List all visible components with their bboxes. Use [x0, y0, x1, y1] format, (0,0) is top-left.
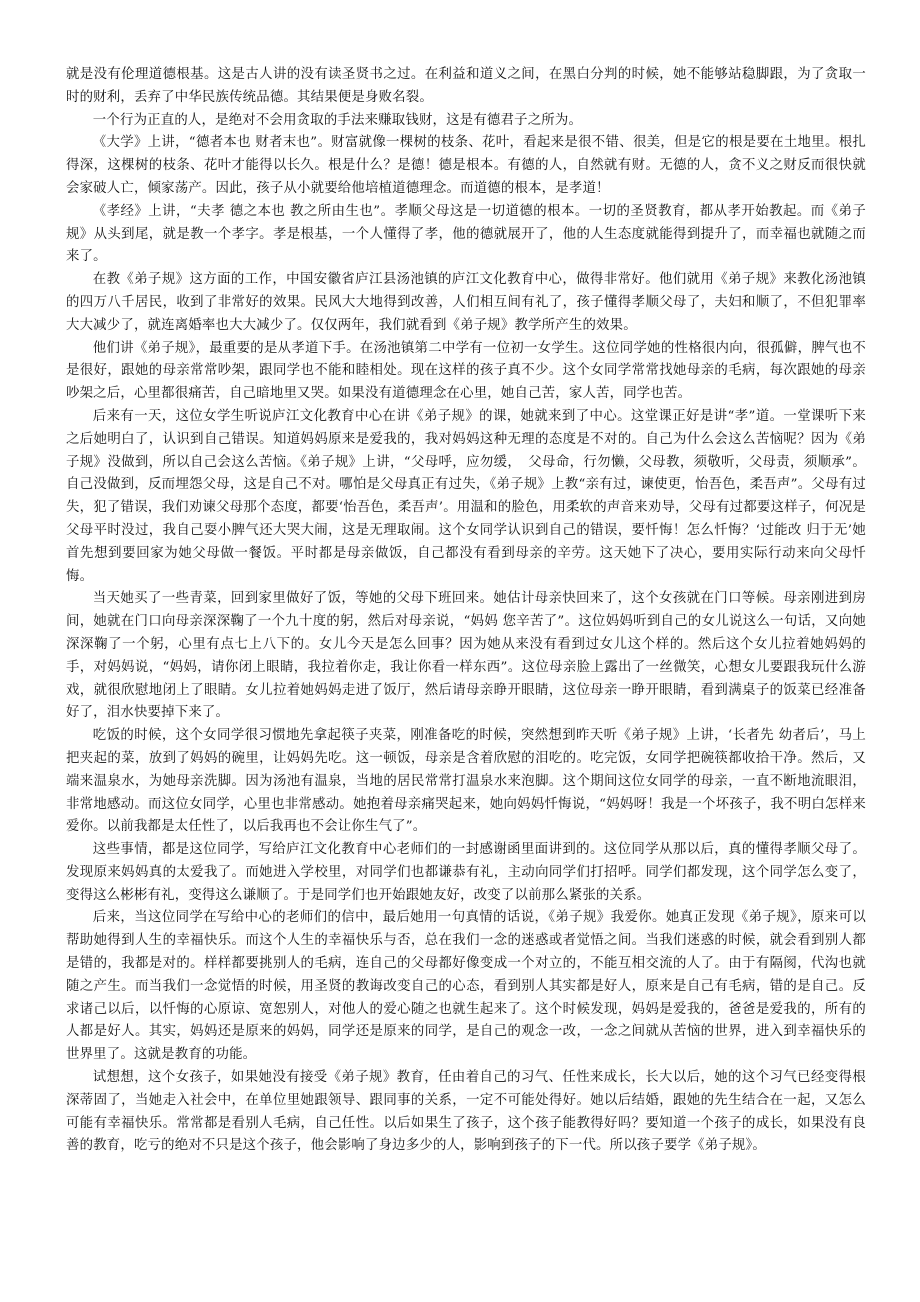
paragraph-8: 当天她买了一些青菜，回到家里做好了饭，等她的父母下班回来。她估计母亲快回来了，这个女孩就在门口等候。母亲刚进到房间，她就在门口向母亲深深鞠了一个九十度的躬，然后对母亲说，“妈妈 您辛苦了”。这位妈妈听到自己的女儿说这么一句话，又向她深深鞠了一个躬，心里有点七上八下的。女儿今天是怎么回事？因为她从来没有看到过女儿这个样的。然后这个女儿拉着她妈妈的手，对妈妈说，“妈妈，请你闭上眼睛，我拉着你走，我让你看一样东西”。这位母亲脸上露出了一丝微笑，心想女儿要跟我玩什么游戏，就很欣慰地闭上了眼睛。女儿拉着她妈妈走进了饭厅，然后请母亲睁开眼睛，这位母亲一睁开眼睛，看到满桌子的饭菜已经准备好了，泪水快要掉下来了。: [66, 591, 866, 721]
paragraph-3: 《大学》上讲，“德者本也 财者末也”。财富就像一棵树的枝条、花叶，看起来是很不错、很美，但是它的根是要在土地里。根扎得深，这棵树的枝条、花叶才能得以长久。根是什么？是德！德是根本。有德的人，自然就有财。无德的人，贪不义之财反而很快就会家破人亡，倾家荡产。因此，孩子从小就要给他培植道德理念。而道德的根本，是孝道！: [66, 135, 866, 196]
paragraph-11: 后来，当这位同学在写给中心的老师们的信中，最后她用一句真情的话说，《弟子规》我爱你。她真正发现《弟子规》，原来可以帮助她得到人生的幸福快乐。而这个人生的幸福快乐与否，总在我们一念的迷惑或者觉悟之间。当我们迷惑的时候，就会看到别人都是错的，我都是对的。样样都要挑别人的毛病，连自己的父母都好像变成一个对立的，不能互相交流的人了。由于有隔阂，代沟也就随之产生。而当我们一念觉悟的时候，用圣贤的教诲改变自己的心态，看到别人其实都是好人，原来是自己有毛病，错的是自己。反求诸己以后，以忏悔的心原谅、宽恕别人，对他人的爱心随之也就生起来了。这个时候发现，妈妈是爱我的，爸爸是爱我的，所有的人都是好人。其实，妈妈还是原来的妈妈，同学还是原来的同学，是自己的观念一改，一念之间就从苦恼的世界，进入到幸福快乐的世界里了。这就是教育的功能。: [66, 910, 866, 1063]
paragraph-12: 试想想，这个女孩子，如果她没有接受《弟子规》教育，任由着自己的习气、任性来成长，长大以后，她的这个习气已经变得根深蒂固了，当她走入社会中，在单位里她跟领导、跟同事的关系，一定不可能处得好。她以后结婚，跟她的先生结合在一起，又怎么可能有幸福快乐。常常都是看别人毛病，自己任性。以后如果生了孩子，这个孩子能教得好吗？要知道一个孩子的成长，如果没有良善的教育，吃亏的绝对不只是这个孩子，他会影响了身边多少的人，影响到孩子的下一代。所以孩子要学《弟子规》。: [66, 1070, 866, 1154]
paragraph-2: 一个行为正直的人，是绝对不会用贪取的手法来赚取钱财，这是有德君子之所为。: [92, 112, 583, 128]
paragraph-10: 这些事情，都是这位同学，写给庐江文化教育中心老师们的一封感谢函里面讲到的。这位同学从那以后，真的懂得孝顺父母了。发现原来妈妈真的太爱我了。而她进入学校里，对同学们也都谦恭有礼，主动向同学们打招呼。同学们都发现，这个同学怎么变了，变得这么彬彬有礼，变得这么谦顺了。于是同学们也开始跟她友好，改变了以前那么紧张的关系。: [66, 842, 866, 903]
paragraph-1: 就是没有伦理道德根基。这是古人讲的没有读圣贤书之过。在利益和道义之间，在黑白分判的时候，她不能够站稳脚跟，为了贪取一时的财利，丢弃了中华民族传统品德。其结果便是身败名裂。: [66, 67, 866, 105]
paragraph-6: 他们讲《弟子规》，最重要的是从孝道下手。在汤池镇第二中学有一位初一女学生。这位同学她的性格很内向，很孤僻，脾气也不是很好，跟她的母亲常常吵架，跟同学也不能和睦相处。现在这样的孩子真不少。这个女同学常常找她母亲的毛病，每次跟她的母亲吵架之后，心里都很痛苦，自己暗地里又哭。如果没有道德理念在心里，她自己苦，家人苦，同学也苦。: [66, 340, 866, 402]
paragraph-5: 在教《弟子规》这方面的工作，中国安徽省庐江县汤池镇的庐江文化教育中心，做得非常好。他们就用《弟子规》来教化汤池镇的四万八千居民，收到了非常好的效果。民风大大地得到改善，人们相互间有礼了，孩子懂得孝顺父母了，夫妇和顺了，不但犯罪率大大减少了，就连离婚率也大大减少了。仅仅两年，我们就看到《弟子规》教学所产生的效果。: [66, 272, 866, 333]
document-body: [66, 64, 866, 1158]
paragraph-7: 后来有一天，这位女学生听说庐江文化教育中心在讲《弟子规》的课，她就来到了中心。这堂课正好是讲“孝”道。一堂课听下来之后她明白了，认识到自己错误。知道妈妈原来是爱我的，我对妈妈这种无理的态度是不对的。自己为什么会这么苦恼呢？因为《弟子规》没做到，所以自己会这么苦恼。《弟子规》上讲，“父母呼，应勿缓， 父母命，行勿懒，父母教，须敬听，父母责，须顺承”。自己没做到，反而埋怨父母，这是自己不对。哪怕是父母真正有过失，《弟子规》上教“亲有过，谏使更，怡吾色，柔吾声”。父母有过失，犯了错误，我们劝谏父母那个态度，都要‘怡吾色，柔吾声’。用温和的脸色，用柔软的声音来劝导，父母有过都要这样子，何况是父母平时没过，我自己耍小脾气还大哭大闹，这是无理取闹。这个女同学认识到自己的错误，要忏悔！怎么忏悔？‘过能改 归于无’她首先想到要回家为她父母做一餐饭。平时都是母亲做饭，自己都没有看到母亲的辛劳。这天她下了决心，要用实际行动来向父母忏悔。: [66, 408, 866, 584]
paragraph-9: 吃饭的时候，这个女同学很习惯地先拿起筷子夹菜，刚准备吃的时候，突然想到昨天听《弟子规》上讲，‘长者先 幼者后’，马上把夹起的菜，放到了妈妈的碗里，让妈妈先吃。这一顿饭，母亲是含着欣慰的泪吃的。吃完饭，女同学把碗筷都收拾干净。然后，又端来温泉水，为她母亲洗脚。因为汤池有温泉，当地的居民常常打温泉水来泡脚。这个期间这位女同学的母亲，一直不断地流眼泪，非常地感动。而这位女同学，心里也非常感动。她抱着母亲痛哭起来，她向妈妈忏悔说，“妈妈呀！我是一个坏孩子，我不明白怎样来爱你。以前我都是太任性了，以后我再也不会让你生气了”。: [66, 728, 866, 835]
paragraph-4: 《孝经》上讲，“夫孝 德之本也 教之所由生也”。孝顺父母这是一切道德的根本。一切的圣贤教育，都从孝开始教起。而《弟子规》从头到尾，就是教一个孝字。孝是根基，一个人懂得了孝，他的德就展开了，他的人生态度就能得到提升了，而幸福也就随之而来了。: [66, 203, 866, 265]
